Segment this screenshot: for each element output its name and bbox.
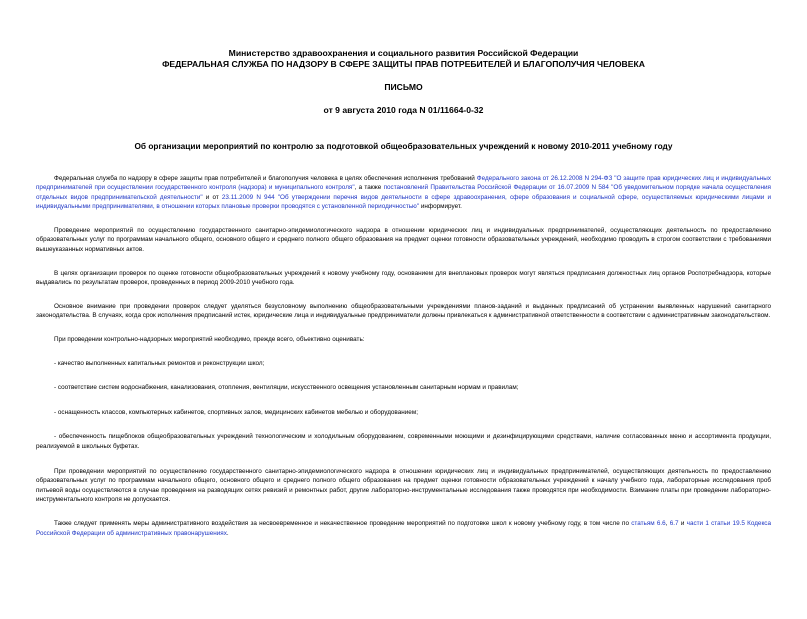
list-item: - обеспеченность пищеблоков общеобразовательных учреждений технологическим и холодильным оборудованием, современными моющими и дезинфицирующими средствами, наличие согласованных меню и ассортимента продукции, реализуемой в школьных буфетах. (36, 433, 771, 450)
paragraph-2: Проведение мероприятий по осуществлению государственного санитарно-эпидемиологического надзора в отношении юридических лиц и индивидуальных предпринимателей, осуществляющих деятельность по предоставлению образовательных услуг по программам начального общего, основного общего и среднего полного общего образования на предмет оценки готовности образовательных учреждений, необходимо проводить в строгом соответствии с требованиями вышеуказанных нормативных актов. (36, 226, 771, 254)
link-article-6-6[interactable]: статьям 6.6 (631, 519, 666, 527)
text-segment: Федеральная служба по надзору в сфере защиты прав потребителей и благополучия человека в целях обеспечения исполнения требований (54, 174, 477, 182)
paragraph-7 (36, 519, 771, 538)
text-segment: Также следует применять меры административного воздействия за несвоевременное и некачественное проведение мероприятий по подготовке школ к новому учебному году, в том числе по (54, 519, 632, 527)
text-segment: и от (202, 193, 222, 201)
link-article-19-5[interactable]: части 1 статьи 19.5 Кодекса Российской Федерации об административных правонарушениях (36, 519, 772, 537)
paragraph-3: В целях организации проверок по оценке готовности общеобразовательных учреждений к новому учебному году, основанием для внеплановых проверок могут являться предписания должностных лиц органов Роспотребнадзора, которые выдавались по результатам проверок, проведенных в период 2009-2010 учебного года. (36, 269, 771, 287)
service-name: ФЕДЕРАЛЬНАЯ СЛУЖБА ПО НАДЗОРУ В СФЕРЕ ЗАЩИТЫ ПРАВ ПОТРЕБИТЕЛЕЙ И БЛАГОПОЛУЧИЯ ЧЕЛОВЕКА (162, 58, 645, 69)
paragraph-6: При проведении мероприятий по осуществлению государственного санитарно-эпидемиологического надзора в отношении юридических лиц и индивидуальных предпринимателей, осуществляющих деятельность по предоставлению образовательных услуг по программам начального общего, основного общего и среднего полного общего образования на предмет оценки готовности образовательных учреждений к началу учебного года, лабораторные исследования проб питьевой воды осуществляются в случае проведения на разводящих сетях ревизий и ремонтных работ, другие лабораторно-инструментальные исследования также проводятся при необходимости. Взимание платы при проведении лабораторно-инструментального контроля не допускается. (36, 467, 771, 504)
document-page (0, 48, 807, 619)
list-item: - оснащенность классов, компьютерных кабинетов, спортивных залов, медицинских кабинетов мебелью и оборудованием; (54, 408, 418, 416)
link-government-decree-584[interactable]: постановлений Правительства Российской Федерации от 16.07.2009 N 584 "Об уведомительном порядке начала осуществления отдельных видов предпринимательской деятельности" (36, 184, 771, 201)
document-date-number: от 9 августа 2010 года N 01/11664-0-32 (323, 104, 484, 115)
document-title: Об организации мероприятий по контролю за подготовкой общеобразовательных учреждений к новому 2010-2011 учебному году (134, 141, 673, 151)
text-segment: . (226, 529, 229, 537)
link-government-decree-944[interactable]: 23.11.2009 N 944 "Об утверждении перечня видов деятельности в сфере здравоохранения, сфере образования и социальной сфере, осуществляемых юридическими лицами и индивидуальными предпринимателями, в отношении которых плановые проверки проводятся с установленной периодичностью" (36, 193, 771, 211)
text-segment: , а также (354, 184, 384, 192)
text-segment: информирует. (419, 203, 462, 211)
list-item: - качество выполненных капитальных ремонтов и реконструкции школ; (54, 359, 265, 367)
link-article-6-7[interactable]: 6.7 (669, 519, 679, 527)
ministry-name: Министерство здравоохранения и социального развития Российской Федерации (228, 48, 579, 58)
document-type: ПИСЬМО (384, 82, 423, 92)
text-segment: , (665, 519, 670, 527)
paragraph-4: Основное внимание при проведении проверок следует уделяться безусловному выполнению общеобразовательными учреждениями планов-заданий и выданных предписаний об устранении выявленных нарушений санитарного законодательства. В случаях, когда срок исполнения предписаний истек, юридические лица и индивидуальные предприниматели должны привлекаться к административной ответственности в соответствии с административным законодательством. (36, 302, 771, 320)
link-federal-law-294[interactable]: Федерального закона от 26.12.2008 N 294-ФЗ "О защите прав юридических лиц и индивидуальных предпринимателей при осуществлении государственного контроля (надзора) и муниципального контроля" (36, 174, 771, 192)
document-body (36, 174, 771, 539)
list-item: - соответствие систем водоснабжения, канализования, отопления, вентиляции, искусственного освещения установленным санитарным нормам и правилам; (54, 384, 519, 392)
text-segment: и (678, 519, 687, 527)
paragraph-intro (36, 174, 771, 212)
paragraph-5: При проведении контрольно-надзорных мероприятий необходимо, прежде всего, объективно оценивать: (54, 336, 365, 344)
